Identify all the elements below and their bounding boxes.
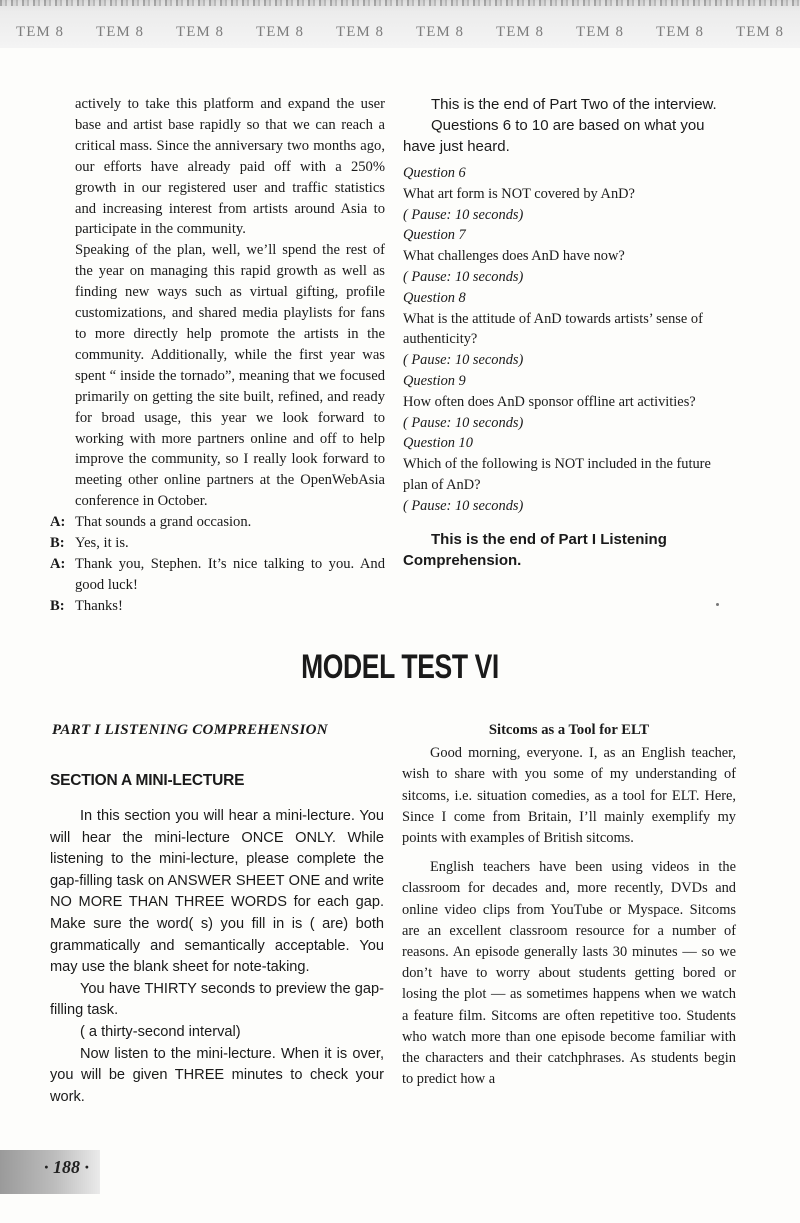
dialogue-text: Yes, it is. — [75, 535, 129, 552]
transcript-paragraph: actively to take this platform and expand the user base and artist base rapidly so that we can reach a critical mass. Since the anniversary two months ago, our efforts have already paid off with a 250% growth in our registered user and traffic statistics and increasing interest from artists around Asia to participate in the community. — [75, 96, 385, 238]
questions-right-column — [403, 94, 736, 586]
running-header — [0, 0, 800, 48]
header-label: TEM 8 — [256, 23, 304, 40]
transcript-left-column — [50, 94, 385, 617]
header-label: TEM 8 — [336, 23, 384, 40]
lecture-title: Sitcoms as a Tool for ELT — [488, 722, 650, 738]
dialogue-line — [50, 554, 385, 596]
header-label: TEM 8 — [496, 23, 544, 40]
header-label: TEM 8 — [16, 23, 64, 40]
question-heading: Question 6 — [403, 165, 466, 181]
pause-note: ( Pause: 10 seconds) — [403, 352, 524, 369]
pause-note: ( Pause: 10 seconds) — [403, 414, 524, 431]
question-heading: Question 7 — [403, 227, 466, 244]
section-end-note: This is the end of Part I Listening Comprehension. — [403, 530, 667, 569]
dialogue-line — [50, 533, 385, 554]
lecture-paragraph: Good morning, everyone. I, as an English teacher, wish to share with you some of my understanding of sitcoms, i.e. situation comedies, as a tool for ELT. Here, Since I come from Britain, I’ll mainly exemplify my points with examples of British sitcoms. — [402, 745, 736, 847]
question-heading: Question 9 — [403, 372, 466, 389]
instruction-paragraph: Now listen to the mini-lecture. When it is over, you will be given THREE minutes to check your work. — [50, 1045, 384, 1105]
instruction-paragraph: ( a thirty-second interval) — [80, 1023, 241, 1040]
question-text: How often does AnD sponsor offline art activities? — [403, 393, 696, 410]
question-list — [403, 163, 736, 517]
transcript-paragraph: Speaking of the plan, well, we’ll spend the rest of the year on managing this rapid growth as well as finding new ways such as virtual gifting, profile customizations, and shared media playlists for fans to more directly help promote the artists in the community. Additionally, while the first year was spent “ inside the tornado”, meaning that we focused primarily on getting the site built, refined, and ready for broad usage, this year we look forward to working with more partners online and off to help improve the community, so I really look forward to meeting other online partners at the OpenWebAsia conference in October. — [75, 242, 385, 510]
instructions-column — [50, 806, 384, 1108]
dialogue-text: Thank you, Stephen. It’s nice talking to you. And good luck! — [75, 555, 385, 593]
questions-intro: Questions 6 to 10 are based on what you have just heard. — [403, 117, 705, 155]
dialogue-line — [50, 512, 385, 533]
lecture-column — [402, 720, 736, 1098]
question-text: Which of the following is NOT included in the future plan of AnD? — [403, 456, 711, 493]
speaker-label: A: — [50, 555, 66, 572]
header-label: TEM 8 — [96, 23, 144, 40]
speaker-label: B: — [50, 597, 65, 614]
header-labels — [0, 22, 800, 42]
pause-note: ( Pause: 10 seconds) — [403, 497, 524, 514]
dialogue-text: Thanks! — [75, 597, 123, 614]
speaker-label: B: — [50, 535, 65, 552]
question-heading: Question 8 — [403, 289, 466, 306]
part-heading: PART I LISTENING COMPREHENSION — [52, 722, 328, 738]
section-heading: SECTION A MINI-LECTURE — [50, 772, 245, 789]
pause-note: ( Pause: 10 seconds) — [403, 206, 524, 223]
question-text: What art form is NOT covered by AnD? — [403, 185, 635, 202]
header-label: TEM 8 — [576, 23, 624, 40]
question-text: What challenges does AnD have now? — [403, 248, 625, 265]
header-label: TEM 8 — [416, 23, 464, 40]
header-label: TEM 8 — [656, 23, 704, 40]
question-text: What is the attitude of AnD towards artists’ sense of authenticity? — [403, 310, 703, 348]
header-stripe — [0, 0, 800, 6]
instruction-paragraph: In this section you will hear a mini-lecture. You will hear the mini-lecture ONCE ONLY. While listening to the mini-lecture, please complete the gap-filling task on ANSWER SHEET ONE and write NO MORE THAN THREE WORDS for each gap. Make sure the word( s) you fill in is ( are) both grammatically and semantically acceptable. You may use the blank sheet for note-taking. — [50, 808, 384, 976]
instruction-paragraph: You have THIRTY seconds to preview the gap-filling task. — [50, 980, 384, 1019]
scan-speck — [716, 603, 719, 606]
speaker-label: A: — [50, 514, 66, 531]
dialogue-text: That sounds a grand occasion. — [75, 514, 252, 531]
dialogue-line — [50, 596, 385, 617]
lecture-paragraph: English teachers have been using videos in the classroom for decades and, more recently, DVDs and online video clips from YouTube or Myspace. Sitcoms are an excellent classroom resource for a number of reasons. An episode generally lasts 30 minutes — so we don’t have to worry about students getting bored or losing the plot — as sometimes happens when we watch a feature film. Sitcoms are often repetitive too. Students who watch more than one episode become familiar with the characters and their catchphrases. As students begin to predict how a — [402, 859, 736, 1088]
header-label: TEM 8 — [736, 23, 784, 40]
question-heading: Question 10 — [403, 435, 473, 452]
pause-note: ( Pause: 10 seconds) — [403, 268, 524, 285]
part-end-note: This is the end of Part Two of the interview. — [431, 96, 717, 113]
header-label: TEM 8 — [176, 23, 224, 40]
model-test-title: MODEL TEST VI — [301, 648, 499, 686]
page-number: · 188 · — [44, 1157, 89, 1177]
